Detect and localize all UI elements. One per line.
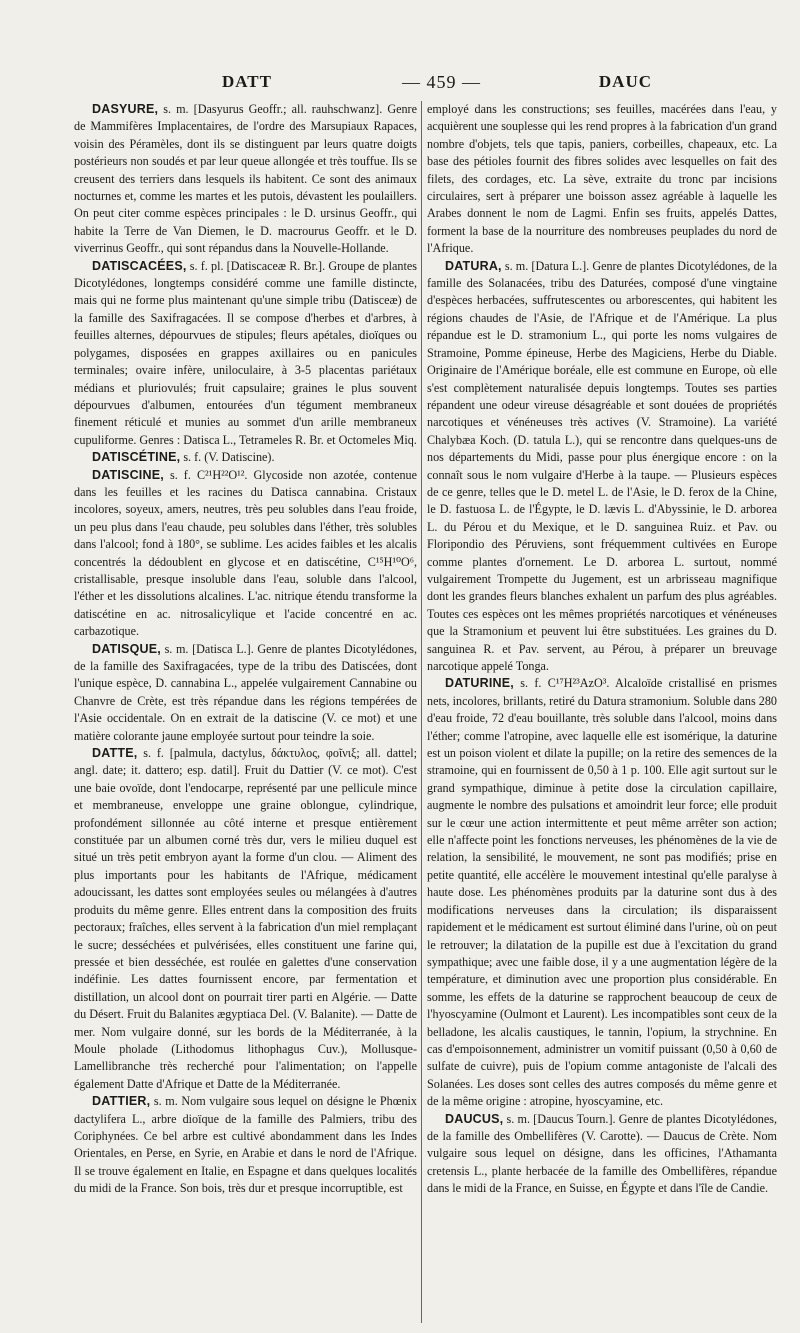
entry-text: s. f. C¹⁷H²³AzO³. Alcaloïde cristallisé en prismes nets, incolores, brillants, retiré du Datura stramonium. Soluble dans 280 d'eau froide, 72 d'eau bouillante, très soluble dans l'alcool, moins dans l'éther; comme l'atropine, avec laquelle elle est isomérique, la daturine est un poison violent et dilate la pupille; on la retire des semences de la stramoine, qui en fournissent de 0,50 à 1 p. 100. Elle agit surtout sur le grand sympathique, diminue à petite dose la circulation capillaire, augmente le nombre des pulsations et amoindrit leur force; elle produit sur le cœur une action intermittente et peut même arrêter son action; elle n'affecte point les fonctions nerveuses, les phénomènes de la vie de relation, la sensibilité, le mouvement, ne sont pas modifiés; prise en petite quantité, elle accélère le mouvement intestinal qu'elle paralyse à haute dose. Les phénomènes produits par la daturine sont dus à des modifications nerveuses dans la circulation; ils disparaissent rapidement et le médicament est surtout éliminé dans l'urine, où on peut le retrouver; la dilatation de la pupille est due à l'excitation du grand sympathique; avec une faible dose, il y a une augmentation légère de la température, et diminution avec une proportion plus considérable. En somme, les effets de la daturine se rapprochent beaucoup de ceux de l'hyoscyamine (Oulmont et Laurent). Les incompatibles sont ceux de la belladone, les alcalis caustiques, le tannin, l'opium, la strychnine. En cas d'empoisonnement, administrer un vomitif puissant (0,50 à 0,60 de sulfate de cuivre), puis de l'opium comme antagoniste de l'alcali des Solanées. Les doses sont celles des autres composés du même genre et de la même origine : atropine, hyoscyamine, etc. xyxy=(427,676,777,1109)
dictionary-entry xyxy=(74,101,417,258)
entry-text: s. f. (V. Datiscine). xyxy=(180,450,275,465)
dictionary-entry xyxy=(427,675,777,1110)
entry-text: s. m. [Daucus Tourn.]. Genre de plantes Dicotylédones, de la famille des Ombellifères (V. Carotte). — Daucus de Crète. Nom vulgaire sous lequel on désigne, dans les officines, l'Athamanta cretensis L., plante herbacée de la famille des Ombellifères, répandue dans le midi de la France, en Suisse, en Égypte et dans l'île de Candie. xyxy=(427,1111,777,1196)
dictionary-entry xyxy=(427,258,777,676)
right-column xyxy=(427,101,777,1323)
entry-text: s. f. [palmula, dactylus, δάκτυλος, φοῖνιξ; all. dattel; angl. date; it. dattero; esp. datil]. Fruit du Dattier (V. ce mot). C'est une baie ovoïde, dont l'endocarpe, représenté par une pellicule mince et membraneuse, enveloppe une graine oblongue, cylindrique, profondément sillonnée au côté interne et presque entièrement constituée par un albumen corné très dur, vers le milieu duquel est situé un très petit embryon ayant la forme d'un clou. — Aliment des plus importants pour les habitants de l'Afrique, médicament adoucissant, les dattes sont employées seules ou mélangées à d'autres produits du même genre. Elles entrent dans la composition des fruits pectoraux; fraîches, elles servent à la fabrication d'un miel remplaçant le sucre; desséchées et pulvérisées, elles constituent une farine qui, pressée et bien desséchée, est roulée en galettes d'une conservation indéfinie. Les dattes fournissent encore, par fermentation et distillation, un alcool dont on pourrait tirer parti en Algérie. — Datte du Désert. Fruit du Balanites ægyptiaca Del. (V. Balanite). — Datte de mer. Nom vulgaire donné, sur les bords de la Méditerranée, à la Moule pholade (Lithodomus lithophagus Cuv.), Mollusque-Lamellibranche très recherché pour l'alimentation; on l'appelle également Datte d'Afrique et Datte de la Méditerranée. xyxy=(74,746,417,1091)
dictionary-entry xyxy=(74,641,417,745)
entry-text: s. m. [Datura L.]. Genre de plantes Dicotylédones, de la famille des Solanacées, tribu des Daturées, composé d'une vingtaine d'espèces herbacées, suffrutescentes ou arborescentes, qui habitent les régions chaudes de l'Asie, de l'Afrique et de l'Amérique. La plus répandue est le D. stramonium L., qui porte les noms vulgaires de Stramoine, Pomme épineuse, Herbe des Magiciens, Herbe du Diable. Originaire de l'Amérique boréale, elle est commune en Europe, où elle s'est complètement naturalisée depuis longtemps. Toutes ses parties répandent une odeur vireuse désagréable et sont douées de propriétés narcotiques et vénéneuses très actives (V. Stramoine). La variété Chalybæa Koch. (D. tatula L.), qui se rencontre dans quelques-uns de nos départements du Midi, passe pour plus énergique encore : on la connaît sous le nom vulgaire d'Herbe à la taupe. — Plusieurs espèces de ce genre, telles que le D. metel L. de l'Asie, le D. ferox de la Chine, le D. fastuosa L. de l'Égypte, le D. lævis L. d'Abyssinie, le D. arborea L. du Pérou et du Mexique, et le D. sanguinea Ruiz. et Pav. ou Floripondio des Péruviens, sont fréquemment cultivées en Europe comme plantes d'ornement. Le D. arborea L. surtout, nommé vulgairement Trompette du Jugement, est un arbrisseau magnifique dont les grandes fleurs blanches exhalent un parfum des plus agréables. Toutes ces espèces ont les mêmes propriétés narcotiques et vénéneuses que la Stramonium et peuvent lui être substituées. Les graines du D. sanguinea R. et Pav. servent, au Pérou, à préparer un breuvage narcotique appelé Tonga. xyxy=(427,258,777,673)
page-header xyxy=(72,72,778,100)
entry-text: employé dans les constructions; ses feuilles, macérées dans l'eau, y acquièrent une souplesse qui les rend propres à la fabrication d'un grand nombre d'objets, tels que tapis, paniers, corbeilles, chapeaux, etc. La base des pétioles fournit des fibres solides avec lesquelles on fait des filets, des cordages, etc. La sève, extraite du tronc par incisions circulaires, sert à préparer une boisson assez agréable à laquelle les Arabes donnent le nom de Lagmi. Enfin ses fruits, appelés Dattes, forment la base de la nourriture des nombreuses peuplades du nord de l'Afrique. xyxy=(427,102,777,256)
entry-headword: DATISCINE, xyxy=(92,467,164,482)
entry-headword: DATTIER, xyxy=(92,1094,151,1109)
entry-text: s. m. [Datisca L.]. Genre de plantes Dicotylédones, de la famille des Saxifragacées, type de la tribu des Datiscées, dont l'unique espèce, D. cannabina L., appelée vulgairement Cannabine ou Chanvre de Crète, est très répandue dans les régions tempérées de l'Asie occidentale. On en extrait de la datiscine (V. ce mot) et une matière colorante jaune employée surtout pour teindre la soie. xyxy=(74,641,417,743)
entry-headword: DATTE, xyxy=(92,746,138,761)
entry-headword: DASYURE, xyxy=(92,102,159,116)
entry-headword: DAUCUS, xyxy=(445,1111,504,1126)
entry-headword: DATISCÉTINE, xyxy=(92,450,181,465)
dictionary-entry xyxy=(74,1093,417,1197)
dictionary-entry xyxy=(427,1111,777,1198)
running-head-right: DAUC xyxy=(598,72,652,91)
running-head-left: DATT xyxy=(222,72,272,91)
dictionary-entry xyxy=(74,745,417,1093)
entry-headword: DATISCACÉES, xyxy=(92,258,187,273)
entry-headword: DATURA, xyxy=(445,258,502,273)
left-column xyxy=(74,101,417,1323)
dictionary-entry xyxy=(427,101,777,258)
page-number: — 459 — xyxy=(402,72,481,92)
entry-text: s. m. Nom vulgaire sous lequel on désigne le Phœnix dactylifera L., arbre dioïque de la famille des Palmiers, tribu des Coriphynées. Ce bel arbre est cultivé abondamment dans les Indes Orientales, en Perse, en Syrie, en Arabie et dans le nord de l'Afrique. Il se trouve également en Italie, en Espagne et dans quelques localités du midi de la France. Son bois, très dur et presque incorruptible, est xyxy=(74,1094,417,1196)
column-divider xyxy=(421,101,422,1323)
entry-headword: DATISQUE, xyxy=(92,641,161,656)
dictionary-entry xyxy=(74,467,417,641)
dictionary-entry xyxy=(74,449,417,466)
entry-text: s. m. [Dasyurus Geoffr.; all. rauhschwanz]. Genre de Mammifères Implacentaires, de l'ordre des Marsupiaux Rapaces, voisin des Péramèles, dont ils se distinguent par leurs quatre doigts postérieurs non soudés et par leur queue allongée et très touffue. Ils se creusent des terriers dans lesquels ils habitent. Ce sont des animaux nocturnes et, comme les martes et les putois, dévastent les poulaillers. On peut citer comme espèces principales : le D. ursinus Geoffr., qui habite la Terre de Van Diemen, le D. macrourus Geoffr. et le D. viverrinus Geoffr., qui sont répandus dans la Nouvelle-Hollande. xyxy=(74,102,417,256)
entry-text: s. f. C²¹H²²O¹². Glycoside non azotée, contenue dans les feuilles et les racines du Datisca cannabina. Cristaux incolores, soyeux, amers, neutres, très peu solubles dans l'eau froide, un peu plus dans l'eau chaude, peu solubles dans l'éther, très solubles dans l'alcool; fond à 180°, se sublime. Les acides faibles et les alcalis concentrés la dédoublent en glycose et en datiscétine, C¹⁵H¹⁰O⁶, cristallisable, presque insoluble dans l'eau, soluble dans l'alcool, l'éther et les dissolutions alcalines. L'ac. nitrique étendu transforme la datiscétine en ac. nitrosalicylique et l'acide concentré en ac. carbazotique. xyxy=(74,467,417,639)
entry-text: s. f. pl. [Datiscaceæ R. Br.]. Groupe de plantes Dicotylédones, longtemps considéré comme une famille distincte, mais qui ne forme plus maintenant qu'une simple tribu (Datisceæ) de la famille des Saxifragacées. Il se compose d'herbes et d'arbres, à feuilles alternes, dépourvues de stipules; fleurs apétales, dioïques ou polygames, disposées en grappes axillaires ou en panicules terminales; ovaire infère, uniloculaire, à 3-5 placentas pariétaux médians et pluriovulés; fruit capsulaire; graines le plus souvent dépourvues d'albumen, entourées d'un tégument membraneux finement réticulé et munies au sommet d'un arille membraneux cupuliforme. Genres : Datisca L., Tetrameles R. Br. et Octomeles Miq. xyxy=(74,258,417,447)
entry-headword: DATURINE, xyxy=(445,676,514,691)
dictionary-entry xyxy=(74,258,417,449)
